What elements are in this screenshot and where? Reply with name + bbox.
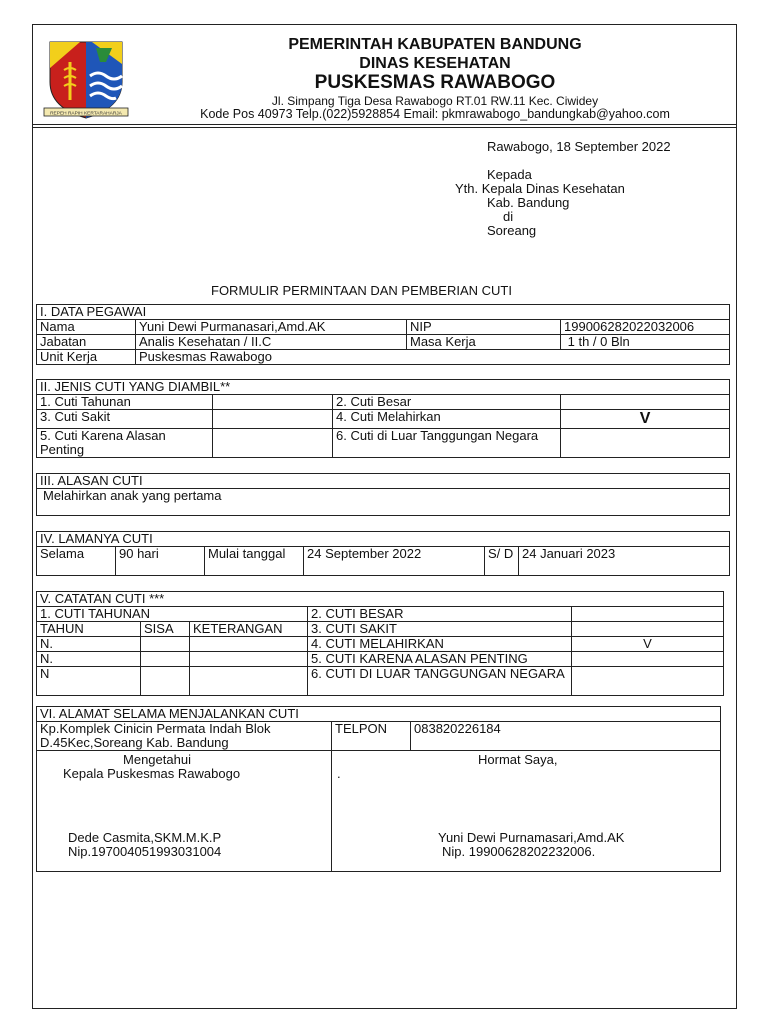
cuti-sakit: 3. Cuti Sakit	[37, 410, 213, 429]
section-title: V. CATATAN CUTI ***	[37, 592, 724, 607]
value-end: 24 Januari 2023	[519, 547, 730, 576]
label-jabatan: Jabatan	[37, 335, 136, 350]
label-telpon: TELPON	[332, 722, 411, 751]
row-n1-sisa	[141, 637, 190, 652]
catatan-melahirkan-value: V	[572, 637, 724, 652]
section-title: I. DATA PEGAWAI	[37, 305, 730, 320]
table-alamat-cuti	[36, 706, 721, 872]
section-title: IV. LAMANYA CUTI	[37, 532, 730, 547]
row-n2-ket	[190, 652, 308, 667]
letter-city: Soreang	[487, 223, 537, 238]
sign-left-nip: Nip.197004051993031004	[68, 844, 222, 859]
row-n1: N.	[37, 637, 141, 652]
sign-right-nip: Nip. 19900628202232006.	[442, 844, 596, 859]
header-address1: Jl. Simpang Tiga Desa Rawabogo RT.01 RW.11 Kec. Ciwidey	[271, 94, 599, 108]
header-line3: PUSKESMAS RAWABOGO	[314, 72, 556, 93]
catatan-alasan-penting: 5. CUTI KARENA ALASAN PENTING	[308, 652, 572, 667]
header-address2: Kode Pos 40973 Telp.(022)5928854 Email: pkmrawabogo_bandungkab@yahoo.com	[200, 107, 670, 121]
hormat-label: Hormat Saya,	[478, 752, 558, 767]
section-title: III. ALASAN CUTI	[37, 474, 730, 489]
value-jabatan: Analis Kesehatan / II.C	[136, 335, 407, 350]
mengetahui-label: Mengetahui	[123, 752, 191, 767]
value-telpon: 083820226184	[411, 722, 721, 751]
value-nama: Yuni Dewi Purmanasari,Amd.AK	[136, 320, 407, 335]
header-tahun: TAHUN	[37, 622, 141, 637]
cuti-tahunan: 1. Cuti Tahunan	[37, 395, 213, 410]
label-nama: Nama	[37, 320, 136, 335]
cuti-sakit-check	[213, 410, 333, 429]
label-masa-kerja: Masa Kerja	[407, 335, 561, 350]
table-data-pegawai	[36, 304, 730, 365]
table-lamanya-cuti	[36, 531, 730, 576]
row-n1-ket	[190, 637, 308, 652]
row-n3: N	[37, 667, 141, 696]
letter-kab: Kab. Bandung	[487, 195, 570, 210]
letter-kepada: Kepada	[487, 167, 532, 182]
sign-left-name: Dede Casmita,SKM.M.K.P	[68, 830, 222, 845]
kepala-label: Kepala Puskesmas Rawabogo	[63, 766, 241, 781]
header-divider-thin	[32, 127, 737, 128]
value-alamat: Kp.Komplek Cinicin Permata Indah Blok D.45Kec,Soreang Kab. Bandung	[37, 722, 332, 751]
value-masa-kerja: 1 th / 0 Bln	[561, 335, 730, 350]
value-start: 24 September 2022	[304, 547, 485, 576]
cuti-alasan-penting-check	[213, 429, 333, 458]
sign-right-cell	[332, 751, 721, 872]
row-n3-ket	[190, 667, 308, 696]
cuti-luar-tanggungan: 6. Cuti di Luar Tanggungan Negara	[333, 429, 561, 458]
dot-mark: .	[337, 766, 341, 781]
label-unit-kerja: Unit Kerja	[37, 350, 136, 365]
kabupaten-bandung-logo	[40, 38, 132, 122]
label-sd: S/ D	[485, 547, 519, 576]
header-sisa: SISA	[141, 622, 190, 637]
catatan-luar-tanggungan: 6. CUTI DI LUAR TANGGUNGAN NEGARA	[308, 667, 572, 696]
form-title: FORMULIR PERMINTAAN DAN PEMBERIAN CUTI	[211, 283, 512, 298]
value-unit-kerja: Puskesmas Rawabogo	[136, 350, 730, 365]
header-line1: PEMERINTAH KABUPATEN BANDUNG	[288, 36, 582, 53]
label-mulai: Mulai tanggal	[205, 547, 304, 576]
table-jenis-cuti	[36, 379, 730, 458]
catatan-besar-value	[572, 607, 724, 622]
header-line2: DINAS KESEHATAN	[359, 55, 511, 72]
logo-ribbon-text: REPEH RAPIH KERTARAHARJA	[50, 111, 122, 117]
label-selama: Selama	[37, 547, 116, 576]
row-n2: N.	[37, 652, 141, 667]
catatan-luar-tanggungan-value	[572, 667, 724, 696]
cuti-luar-tanggungan-check	[561, 429, 730, 458]
catatan-sakit-value	[572, 622, 724, 637]
place-date: Rawabogo, 18 September 2022	[487, 139, 671, 154]
table-catatan-cuti	[36, 591, 724, 696]
section-title: II. JENIS CUTI YANG DIAMBIL**	[37, 380, 730, 395]
section-title: VI. ALAMAT SELAMA MENJALANKAN CUTI	[37, 707, 721, 722]
catatan-tahunan: 1. CUTI TAHUNAN	[37, 607, 308, 622]
table-alasan-cuti	[36, 473, 730, 516]
catatan-alasan-penting-value	[572, 652, 724, 667]
row-n3-sisa	[141, 667, 190, 696]
value-durasi: 90 hari	[116, 547, 205, 576]
cuti-alasan-penting: 5. Cuti Karena Alasan Penting	[37, 429, 213, 458]
label-nip: NIP	[407, 320, 561, 335]
letter-di: di	[503, 209, 514, 224]
row-n2-sisa	[141, 652, 190, 667]
sign-left-cell	[37, 751, 332, 872]
cuti-besar: 2. Cuti Besar	[333, 395, 561, 410]
letter-yth: Yth. Kepala Dinas Kesehatan	[455, 181, 625, 196]
catatan-melahirkan: 4. CUTI MELAHIRKAN	[308, 637, 572, 652]
sign-right-name: Yuni Dewi Purnamasari,Amd.AK	[438, 830, 625, 845]
catatan-besar: 2. CUTI BESAR	[308, 607, 572, 622]
cuti-tahunan-check	[213, 395, 333, 410]
catatan-sakit: 3. CUTI SAKIT	[308, 622, 572, 637]
cuti-melahirkan-check: V	[561, 410, 730, 429]
alasan-text: Melahirkan anak yang pertama	[37, 489, 730, 516]
header-divider	[32, 124, 737, 125]
header-keterangan: KETERANGAN	[190, 622, 308, 637]
value-nip: 199006282022032006	[561, 320, 730, 335]
cuti-besar-check	[561, 395, 730, 410]
cuti-melahirkan: 4. Cuti Melahirkan	[333, 410, 561, 429]
